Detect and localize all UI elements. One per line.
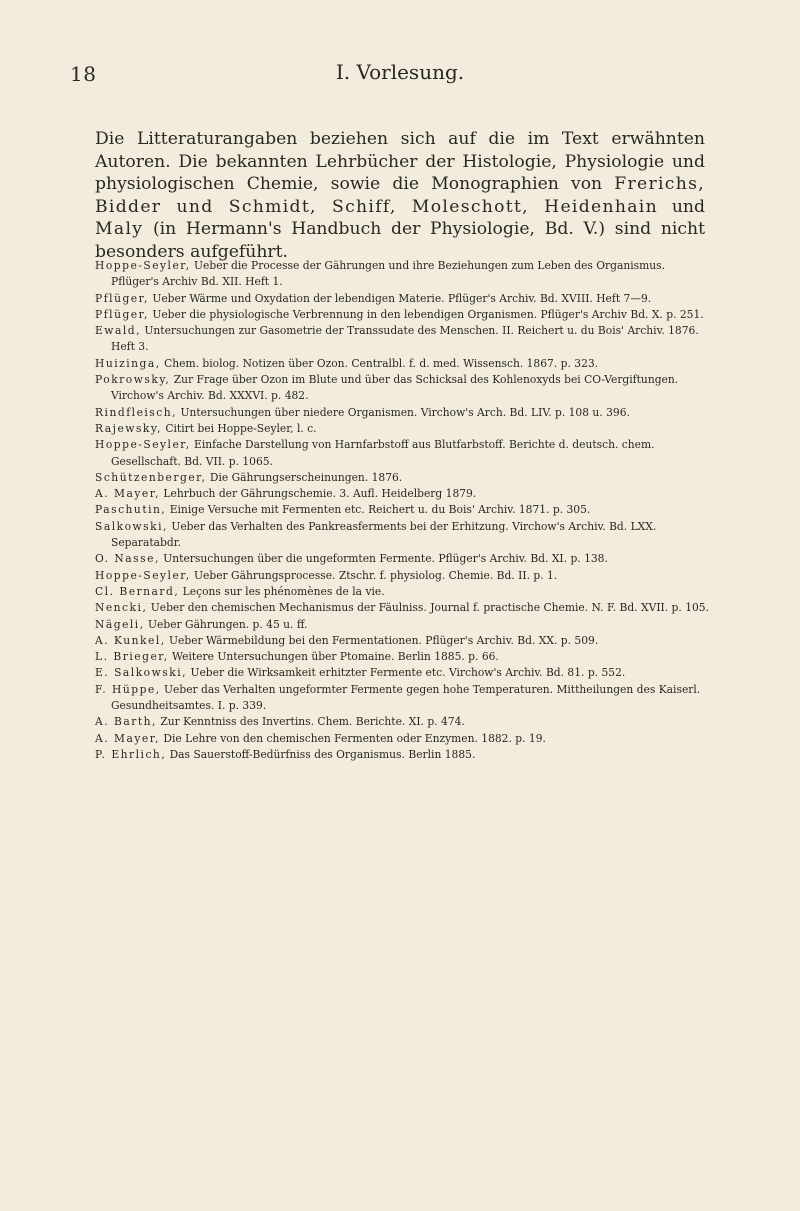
reference-author: Hoppe-Seyler, xyxy=(95,568,191,582)
reference-entry xyxy=(95,649,715,665)
reference-entry xyxy=(95,633,715,649)
reference-entry xyxy=(95,568,715,584)
reference-entry xyxy=(95,372,715,405)
reference-text: Das Sauerstoff-Bedürfniss des Organismus. Berlin 1885. xyxy=(166,747,476,761)
reference-text: Citirt bei Hoppe-Seyler, l. c. xyxy=(161,421,317,435)
reference-entry xyxy=(95,617,715,633)
reference-author: Paschutin, xyxy=(95,503,167,517)
reference-list xyxy=(95,258,715,763)
reference-entry xyxy=(95,486,715,502)
reference-entry xyxy=(95,307,715,323)
intro-text-1: Die Litteraturangaben beziehen sich auf die im Text erwähnten Autoren. Die bekannten Lehrbücher der Histologie, Physiologie und physiologischen Chemie, sowie die Monographien von xyxy=(95,129,705,194)
reference-entry xyxy=(95,437,715,470)
reference-entry xyxy=(95,665,715,681)
reference-entry xyxy=(95,405,715,421)
reference-text: Chem. biolog. Notizen über Ozon. Centralbl. f. d. med. Wissensch. 1867. p. 323. xyxy=(160,356,599,370)
reference-author: P. Ehrlich, xyxy=(95,747,167,761)
reference-author: Pokrowsky, xyxy=(95,373,171,387)
intro-author-names: Frerichs, Bidder und Schmidt, Schiff, Moleschott, Heidenhain xyxy=(95,174,705,217)
reference-text: Ueber die physiologische Verbrennung in den lebendigen Organismen. Pflüger's Archiv Bd. X. p. 251. xyxy=(148,307,704,321)
intro-author-maly: Maly xyxy=(95,219,144,239)
reference-entry xyxy=(95,291,715,307)
reference-text: Zur Kenntniss des Invertins. Chem. Berichte. XI. p. 474. xyxy=(156,715,465,729)
reference-entry xyxy=(95,519,715,552)
reference-text: Leçons sur les phénomènes de la vie. xyxy=(179,584,385,598)
reference-author: Pflüger, xyxy=(95,291,149,305)
reference-author: Rindfleisch, xyxy=(95,405,178,419)
reference-text: Untersuchungen über niedere Organismen. Virchow's Arch. Bd. LIV. p. 108 u. 396. xyxy=(177,405,630,419)
reference-text: Ueber Gährungsprocesse. Ztschr. f. physiolog. Chemie. Bd. II. p. 1. xyxy=(190,568,558,582)
reference-author: Ewald, xyxy=(95,324,141,338)
reference-text: Untersuchungen zur Gasometrie der Transsudate des Menschen. II. Reichert u. du Bois' Archiv. 1876. Heft 3. xyxy=(111,324,699,354)
reference-author: F. Hüppe, xyxy=(95,682,161,696)
reference-entry xyxy=(95,356,715,372)
intro-paragraph xyxy=(95,128,705,263)
reference-text: Einfache Darstellung von Harnfarbstoff aus Blutfarbstoff. Berichte d. deutsch. chem. Gesellschaft. Bd. VII. p. 1065. xyxy=(111,438,655,468)
reference-entry xyxy=(95,470,715,486)
reference-author: Nägeli, xyxy=(95,617,145,631)
reference-text: Zur Frage über Ozon im Blute und über das Schicksal des Kohlenoxyds bei CO-Vergiftungen. Virchow's Archiv. Bd. XXXVI. p. 482. xyxy=(111,373,679,403)
reference-entry xyxy=(95,714,715,730)
reference-text: Ueber Wärme und Oxydation der lebendigen Materie. Pflüger's Archiv. Bd. XVIII. Heft 7—9. xyxy=(148,291,652,305)
reference-author: Nencki, xyxy=(95,601,148,615)
running-head: I. Vorlesung. xyxy=(335,60,465,84)
reference-text: Die Lehre von den chemischen Fermenten oder Enzymen. 1882. p. 19. xyxy=(160,731,546,745)
reference-text: Einige Versuche mit Fermenten etc. Reichert u. du Bois' Archiv. 1871. p. 305. xyxy=(166,503,591,517)
reference-text: Lehrbuch der Gährungschemie. 3. Aufl. Heidelberg 1879. xyxy=(160,487,477,501)
reference-author: Huizinga, xyxy=(95,356,161,370)
reference-author: L. Brieger, xyxy=(95,650,169,664)
reference-text: Weitere Untersuchungen über Ptomaine. Berlin 1885. p. 66. xyxy=(168,650,499,664)
reference-entry xyxy=(95,731,715,747)
reference-entry xyxy=(95,682,715,715)
reference-author: A. Mayer, xyxy=(95,487,161,501)
reference-text: Ueber das Verhalten des Pankreasferments bei der Erhitzung. Virchow's Archiv. Bd. LXX. Separatabdr. xyxy=(111,519,657,550)
reference-author: O. Nasse, xyxy=(95,552,160,566)
reference-entry xyxy=(95,551,715,567)
reference-text: Ueber die Wirksamkeit erhitzter Fermente etc. Virchow's Archiv. Bd. 81. p. 552. xyxy=(187,666,626,680)
reference-entry xyxy=(95,421,715,437)
reference-text: Untersuchungen über die ungeformten Fermente. Pflüger's Archiv. Bd. XI. p. 138. xyxy=(159,552,608,566)
reference-entry xyxy=(95,584,715,600)
reference-author: Hoppe-Seyler, xyxy=(95,438,191,452)
reference-entry xyxy=(95,323,715,356)
reference-author: Rajewsky, xyxy=(95,421,162,435)
reference-author: A. Mayer, xyxy=(95,731,161,745)
page-number: 18 xyxy=(70,62,97,86)
intro-text-2: und xyxy=(657,196,705,217)
reference-entry xyxy=(95,600,715,616)
reference-text: Ueber den chemischen Mechanismus der Fäulniss. Journal f. practische Chemie. N. F. Bd. XVII. p. 105. xyxy=(147,601,709,615)
reference-text: Ueber die Processe der Gährungen und ihre Beziehungen zum Leben des Organismus. Pflüger's Archiv Bd. XII. Heft 1. xyxy=(111,259,666,289)
reference-author: Schützenberger, xyxy=(95,470,207,484)
reference-author: Salkowski, xyxy=(95,519,168,533)
reference-author: A. Kunkel, xyxy=(95,633,166,647)
reference-entry xyxy=(95,747,715,763)
reference-entry xyxy=(95,502,715,518)
reference-text: Ueber Gährungen. p. 45 u. ff. xyxy=(144,617,308,631)
reference-text: Ueber das Verhalten ungeformter Fermente gegen hohe Temperaturen. Mittheilungen des Kaiserl. Gesundheitsamtes. I. p. 339. xyxy=(111,682,701,713)
reference-author: E. Salkowski, xyxy=(95,666,188,680)
reference-text: Ueber Wärmebildung bei den Fermentationen. Pflüger's Archiv. Bd. XX. p. 509. xyxy=(165,633,599,647)
reference-author: A. Barth, xyxy=(95,715,157,729)
intro-text-3: (in Hermann's Handbuch der Physiologie, Bd. V.) sind nicht besonders aufgeführt. xyxy=(95,219,705,262)
reference-entry xyxy=(95,258,715,291)
reference-author: Hoppe-Seyler, xyxy=(95,259,191,272)
reference-author: Pflüger, xyxy=(95,307,149,321)
reference-text: Die Gährungserscheinungen. 1876. xyxy=(206,470,403,484)
reference-author: Cl. Bernard, xyxy=(95,584,180,598)
